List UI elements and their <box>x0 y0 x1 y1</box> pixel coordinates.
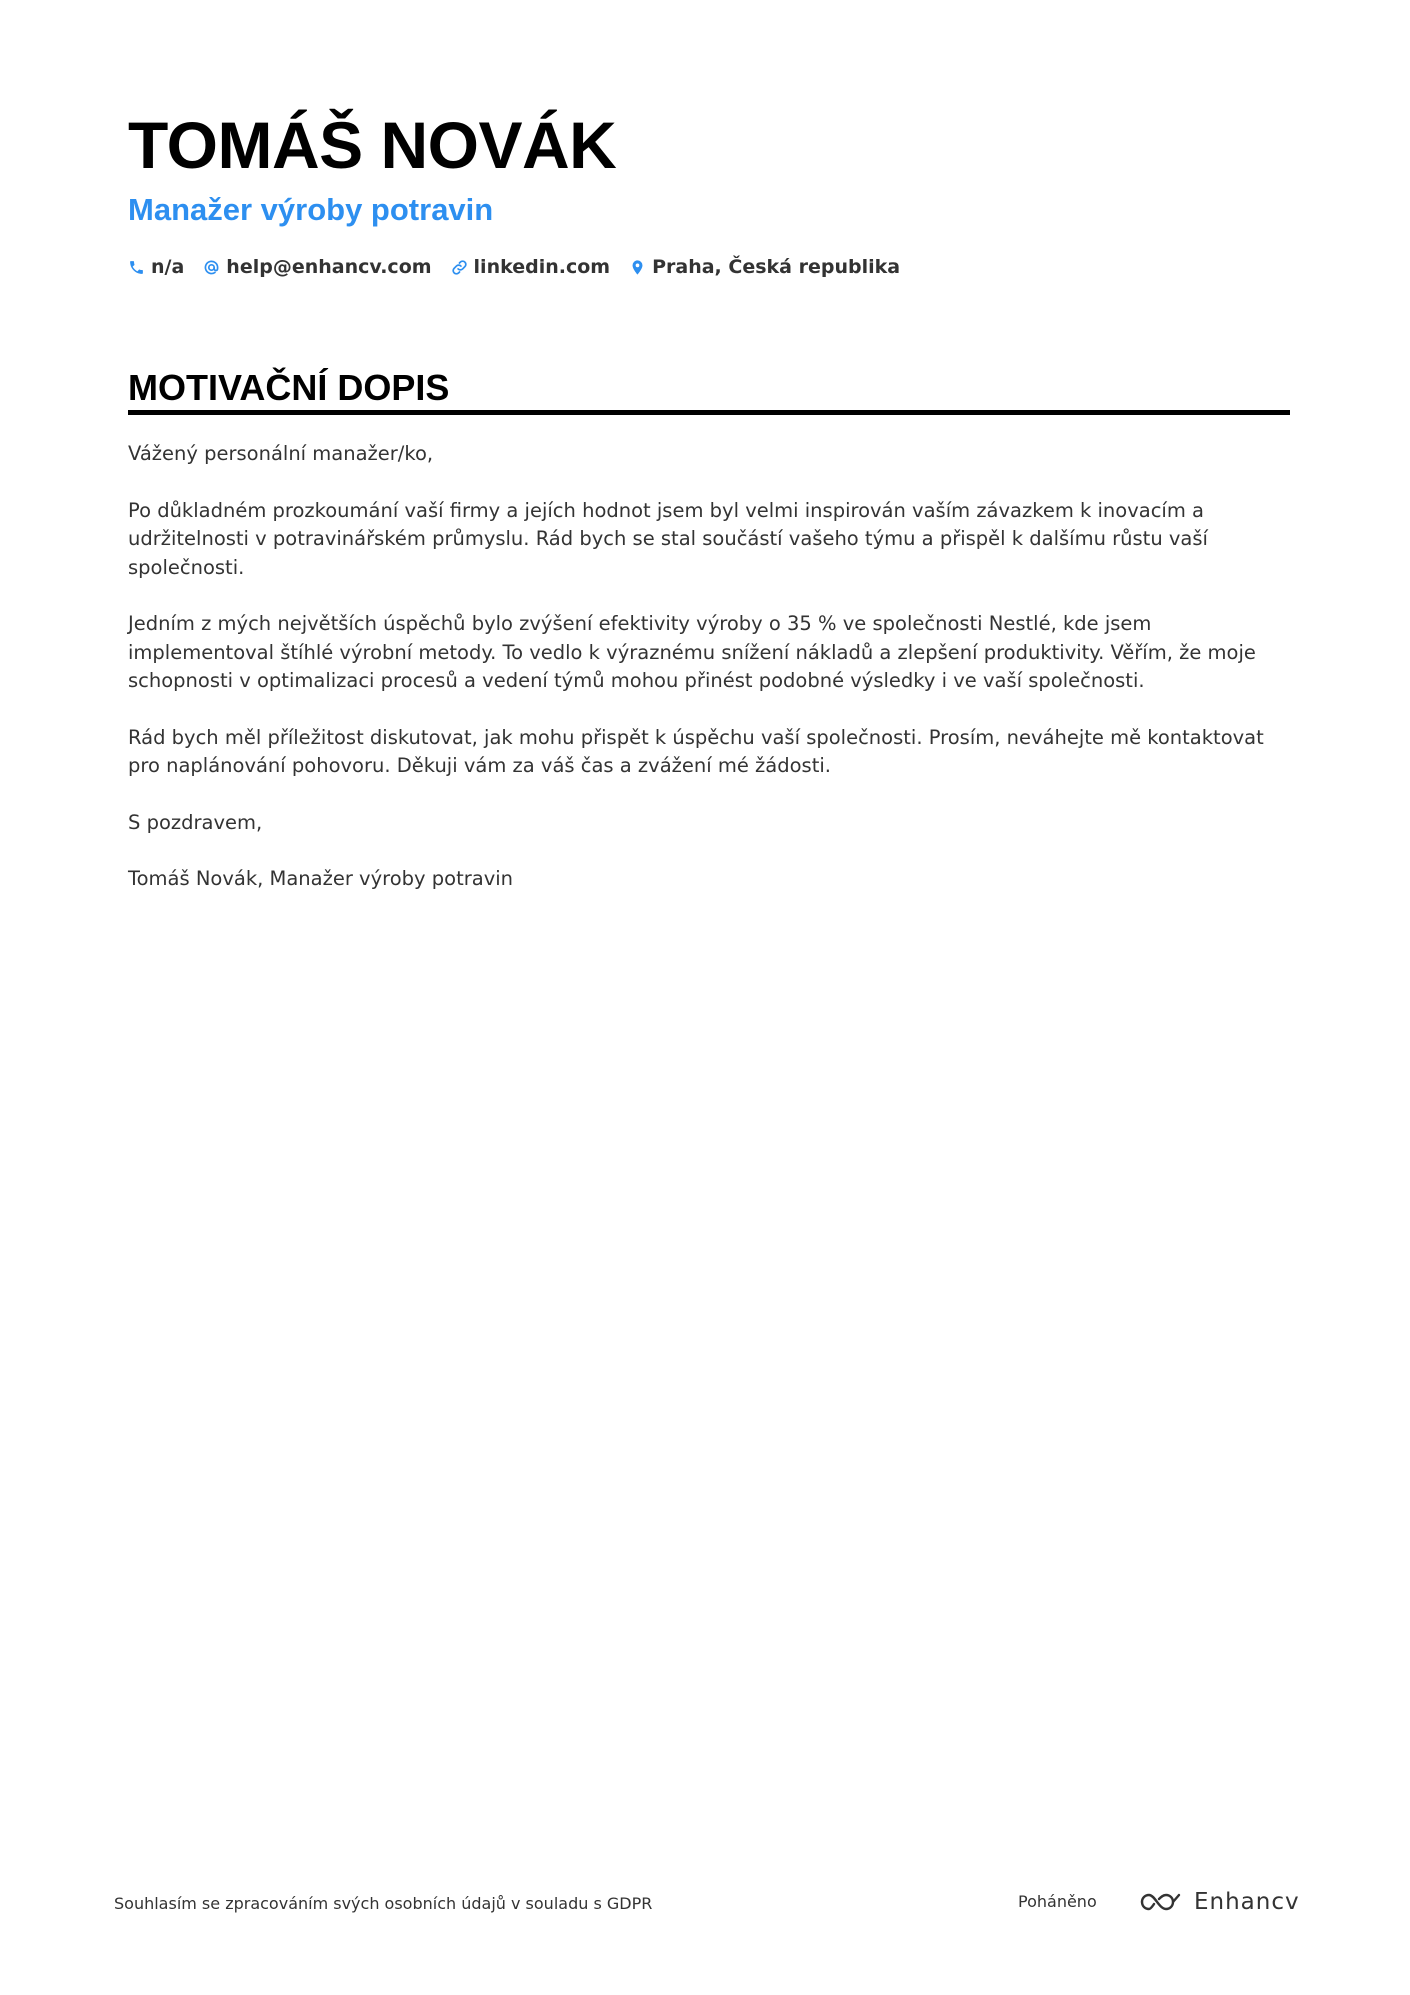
closing: S pozdravem, <box>128 810 263 834</box>
letter-body <box>128 440 1290 922</box>
contact-location-text: Praha, Česká republika <box>652 256 901 278</box>
contact-email[interactable] <box>203 253 431 281</box>
section-title: MOTIVAČNÍ DOPIS <box>128 367 450 408</box>
letter-paragraph: Jedním z mých největších úspěchů bylo zvýšení efektivity výroby o 35 % ve společnosti Nestlé, kde jsem implementoval štíhlé výrobní metody. To vedlo k výraznému snížení nákladů a zlepšení produktivity. Věřím, že moje schopnosti v optimalizaci procesů a vedení týmů mohou přinést podobné výsledky i ve vaší společnosti. <box>128 612 1256 692</box>
contact-linkedin[interactable] <box>451 253 611 281</box>
enhancv-logo-icon <box>1138 1890 1184 1914</box>
letter-paragraph: Rád bych měl příležitost diskutovat, jak mohu přispět k úspěchu vaší společnosti. Prosím, neváhejte mě kontaktovat pro naplánování pohovoru. Děkuji vám za váš čas a zvážení mé žádosti. <box>128 725 1264 777</box>
contact-email-text[interactable]: help@enhancv.com <box>226 256 432 278</box>
salutation: Vážený personální manažer/ko, <box>128 442 434 465</box>
contact-info <box>128 253 900 281</box>
enhancv-brand-text: Enhancv <box>1194 1889 1300 1915</box>
gdpr-consent: Souhlasím se zpracováním svých osobních údajů v souladu s GDPR <box>114 1894 653 1913</box>
letter-paragraph: Po důkladném prozkoumání vaší firmy a jejích hodnot jsem byl velmi inspirován vaším závazkem k inovacím a udržitelnosti v potravinářském průmyslu. Rád bych se stal součástí vašeho týmu a přispěl k dalšímu růstu vaší společnosti. <box>128 498 1208 579</box>
candidate-name: TOMÁŠ NOVÁK <box>128 108 617 182</box>
enhancv-logo[interactable] <box>1138 1887 1300 1917</box>
at-icon <box>203 259 220 276</box>
link-icon <box>451 259 468 276</box>
job-title: Manažer výroby potravin <box>128 192 494 227</box>
contact-location <box>629 253 900 281</box>
location-pin-icon <box>629 259 646 276</box>
contact-linkedin-text[interactable]: linkedin.com <box>473 256 611 278</box>
powered-by-label: Poháněno <box>1018 1892 1097 1911</box>
contact-phone <box>128 253 184 281</box>
phone-icon <box>128 259 145 276</box>
section-divider <box>128 410 1290 415</box>
signature: Tomáš Novák, Manažer výroby potravin <box>128 867 514 890</box>
contact-phone-text: n/a <box>151 256 185 278</box>
